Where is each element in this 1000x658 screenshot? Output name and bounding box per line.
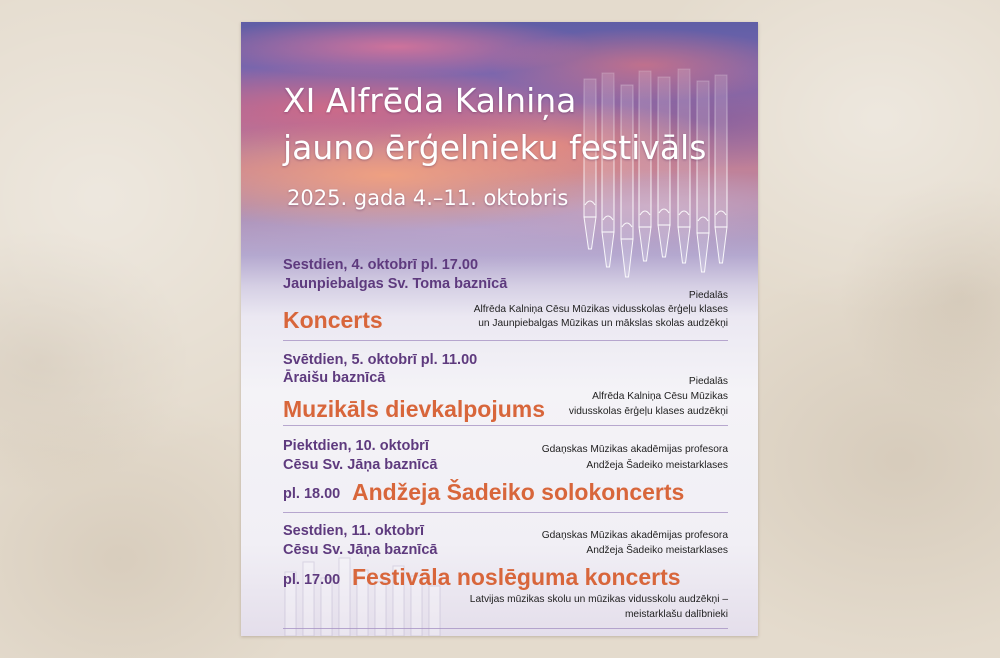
event-venue: Cēsu Sv. Jāņa baznīcā [283,457,438,473]
participants-line: Alfrēda Kalniņa Cēsu Mūzikas [592,391,728,402]
event-venue: Jaunpiebalgas Sv. Toma baznīcā [283,276,508,292]
performers-line: meistarklašu dalībnieki [624,609,728,620]
section-divider [283,628,728,629]
participants-line: Gdaņskas Mūzikas akadēmijas profesora [541,444,728,455]
section-divider [283,340,728,341]
organ-pipe [715,75,727,263]
section-divider [283,512,728,513]
event-participants [542,528,728,558]
event-participants [542,442,728,473]
event-performers [470,592,728,622]
event-date: Sestdien, 4. oktobrī pl. 17.00 [283,257,479,273]
poster-title-line-1: XI Alfrēda Kalniņa [283,81,577,120]
event-date: Sestdien, 11. oktobrī [283,523,425,539]
organ-pipe [602,73,614,267]
participants-line: Piedalās [688,376,728,387]
performers-line: Latvijas mūzikas skolu un mūzikas vidusskolu audzēkņi – [469,594,728,605]
event-title: Koncerts [283,307,383,333]
event-time: pl. 17.00 [283,572,341,588]
event-time: pl. 18.00 [283,486,341,502]
event-date: Piektdien, 10. oktobrī [283,438,429,454]
event-participants [569,374,728,419]
participants-line: vidusskolas ērģeļu klases audzēkņi [568,406,728,417]
participants-line: un Jaunpiebalgas Mūzikas un mākslas skolas audzēkņi [478,318,728,329]
section-divider [283,425,728,426]
organ-pipe [697,81,709,272]
event-title: Festivāla noslēguma koncerts [352,564,681,590]
participants-line: Alfrēda Kalniņa Cēsu Mūzikas vidusskolas ērģeļu klases [473,304,728,315]
participants-line: Andžeja Šadeiko meistarklases [586,459,728,471]
event-date: Svētdien, 5. oktobrī pl. 11.00 [283,352,478,368]
event-venue: Āraišu baznīcā [283,370,386,386]
festival-dates: 2025. gada 4.–11. oktobris [287,186,569,210]
festival-poster [241,22,758,636]
participants-line: Andžeja Šadeiko meistarklases [586,545,728,556]
event-venue: Cēsu Sv. Jāņa baznīcā [283,542,438,558]
poster-title-line-2: jauno ērģelnieku festivāls [283,128,707,167]
event-participants [474,289,728,331]
participants-line: Gdaņskas Mūzikas akadēmijas profesora [541,530,728,541]
event-title: Andžeja Šadeiko solokoncerts [352,479,685,505]
participants-line: Piedalās [688,290,728,301]
event-title: Muzikāls dievkalpojums [283,396,546,422]
organ-pipe [621,85,633,277]
organ-pipes-illustration [578,67,736,285]
